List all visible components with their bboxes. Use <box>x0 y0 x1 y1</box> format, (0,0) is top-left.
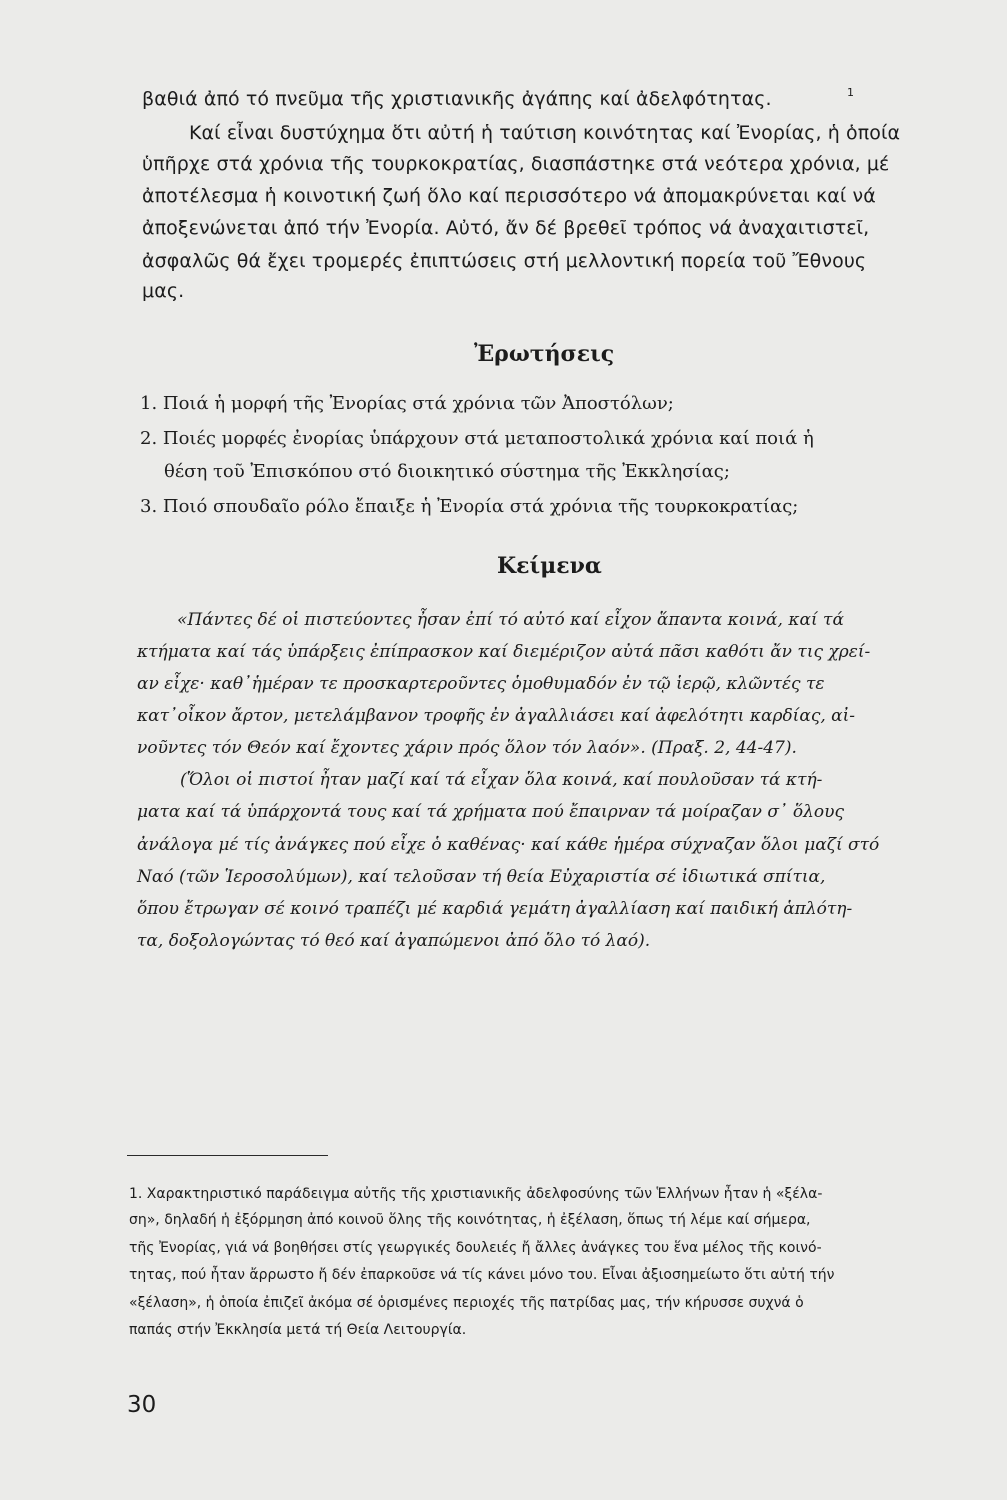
footnote-line: τητας, πού ἦταν ἄρρωστο ἤ δέν ἐπαρκοῦσε νά τίς κάνει μόνο του. Εἶναι ἀξιοσημείωτο ὅτι αὐτή τήν <box>129 1267 835 1283</box>
question-item: 1. Ποιά ἡ μορφή τῆς Ἐνορίας στά χρόνια τῶν Ἀποστόλων; <box>140 393 674 414</box>
quote-line: αν εἶχε· καθ᾽ἡμέραν τε προσκαρτεροῦντες ὁμοθυμαδόν ἐν τῷ ἱερῷ, κλῶντές τε <box>137 674 825 694</box>
quote-line: κατ᾽οἶκον ἄρτον, μετελάμβανον τροφῆς ἐν ἀγαλλιάσει καί ἀφελότητι καρδίας, αἰ- <box>137 706 856 726</box>
footnote-line: παπάς στήν Ἐκκλησία μετά τή Θεία Λειτουργία. <box>129 1322 467 1338</box>
footnote-reference: 1 <box>847 86 854 99</box>
paragraph-line: βαθιά ἀπό τό πνεῦμα τῆς χριστιανικῆς ἀγάπης καί ἀδελφότητας. <box>142 88 772 110</box>
questions-heading: Ἐρωτήσεις <box>474 341 615 367</box>
footnote-line: 1. Χαρακτηριστικό παράδειγμα αὐτῆς τῆς χριστιανικῆς ἀδελφοσύνης τῶν Ἑλλήνων ἦταν ἡ «ξέλα- <box>129 1186 823 1202</box>
quote-line: «Πάντες δέ οἱ πιστεύοντες ἦσαν ἐπί τό αὐτό καί εἶχον ἅπαντα κοινά, καί τά <box>177 610 844 630</box>
quote-line: νοῦντες τόν Θεόν καί ἔχοντες χάριν πρός ὅλον τόν λαόν». (Πραξ. 2, 44-47). <box>137 738 797 758</box>
paraphrase-line: ἀνάλογα μέ τίς ἀνάγκες πού εἶχε ὁ καθένας· καί κάθε ἡμέρα σύχναζαν ὅλοι μαζί στό <box>137 835 880 855</box>
footnote-line: ση», δηλαδή ἡ ἐξόρμηση ἀπό κοινοῦ ὅλης τῆς κοινότητας, ἡ ἐξέλαση, ὅπως τή λέμε καί σήμερα, <box>129 1212 811 1228</box>
paraphrase-line: τα, δοξολογώντας τό θεό καί ἀγαπώμενοι ἀπό ὅλο τό λαό). <box>137 931 651 951</box>
question-item: 3. Ποιό σπουδαῖο ρόλο ἔπαιξε ἡ Ἐνορία στά χρόνια τῆς τουρκοκρατίας; <box>140 496 799 517</box>
page-number: 30 <box>127 1392 157 1418</box>
paraphrase-line: ματα καί τά ὑπάρχοντά τους καί τά χρήματα πού ἔπαιρναν τά μοίραζαν σ᾽ ὅλους <box>137 802 845 822</box>
paraphrase-line: (Ὅλοι οἱ πιστοί ἦταν μαζί καί τά εἶχαν ὅλα κοινά, καί πουλοῦσαν τά κτή- <box>180 770 823 790</box>
question-item-continuation: θέση τοῦ Ἐπισκόπου στό διοικητικό σύστημα τῆς Ἐκκλησίας; <box>164 461 730 482</box>
paragraph-line: ἀποξενώνεται ἀπό τήν Ἐνορία. Αὐτό, ἄν δέ βρεθεῖ τρόπος νά ἀναχαιτιστεῖ, <box>142 217 870 239</box>
paragraph-line: ἀποτέλεσμα ἡ κοινοτική ζωή ὅλο καί περισσότερο νά ἀπομακρύνεται καί νά <box>142 185 876 207</box>
question-item: 2. Ποιές μορφές ἐνορίας ὑπάρχουν στά μεταποστολικά χρόνια καί ποιά ἡ <box>140 428 814 449</box>
footnote-line: «ξέλαση», ἡ ὁποία ἐπιζεῖ ἀκόμα σέ ὁρισμένες περιοχές τῆς πατρίδας μας, τήν κήρυσσε συχνά ὁ <box>129 1295 804 1311</box>
footnote-divider <box>127 1155 328 1156</box>
paragraph-line: Καί εἶναι δυστύχημα ὅτι αὐτή ἡ ταύτιση κοινότητας καί Ἐνορίας, ἡ ὁποία <box>189 122 901 144</box>
paraphrase-line: ὅπου ἔτρωγαν σέ κοινό τραπέζι μέ καρδιά γεμάτη ἀγαλλίαση καί παιδική ἁπλότη- <box>137 899 853 919</box>
paragraph-line: ὑπῆρχε στά χρόνια τῆς τουρκοκρατίας, διασπάστηκε στά νεότερα χρόνια, μέ <box>142 153 890 175</box>
paraphrase-line: Ναό (τῶν Ἱεροσολύμων), καί τελοῦσαν τή θεία Εὐχαριστία σέ ἰδιωτικά σπίτια, <box>137 867 826 887</box>
paragraph-line: μας. <box>142 280 185 302</box>
paragraph-line: ἀσφαλῶς θά ἔχει τρομερές ἐπιπτώσεις στή μελλοντική πορεία τοῦ Ἔθνους <box>142 250 867 272</box>
texts-heading: Κείμενα <box>497 553 602 579</box>
quote-line: κτήματα καί τάς ὑπάρξεις ἐπίπρασκον καί διεμέριζον αὐτά πᾶσι καθότι ἄν τις χρεί- <box>137 642 871 662</box>
footnote-line: τῆς Ἐνορίας, γιά νά βοηθήσει στίς γεωργικές δουλειές ἤ ἄλλες ἀνάγκες του ἕνα μέλος τῆς κοινό- <box>129 1240 822 1256</box>
